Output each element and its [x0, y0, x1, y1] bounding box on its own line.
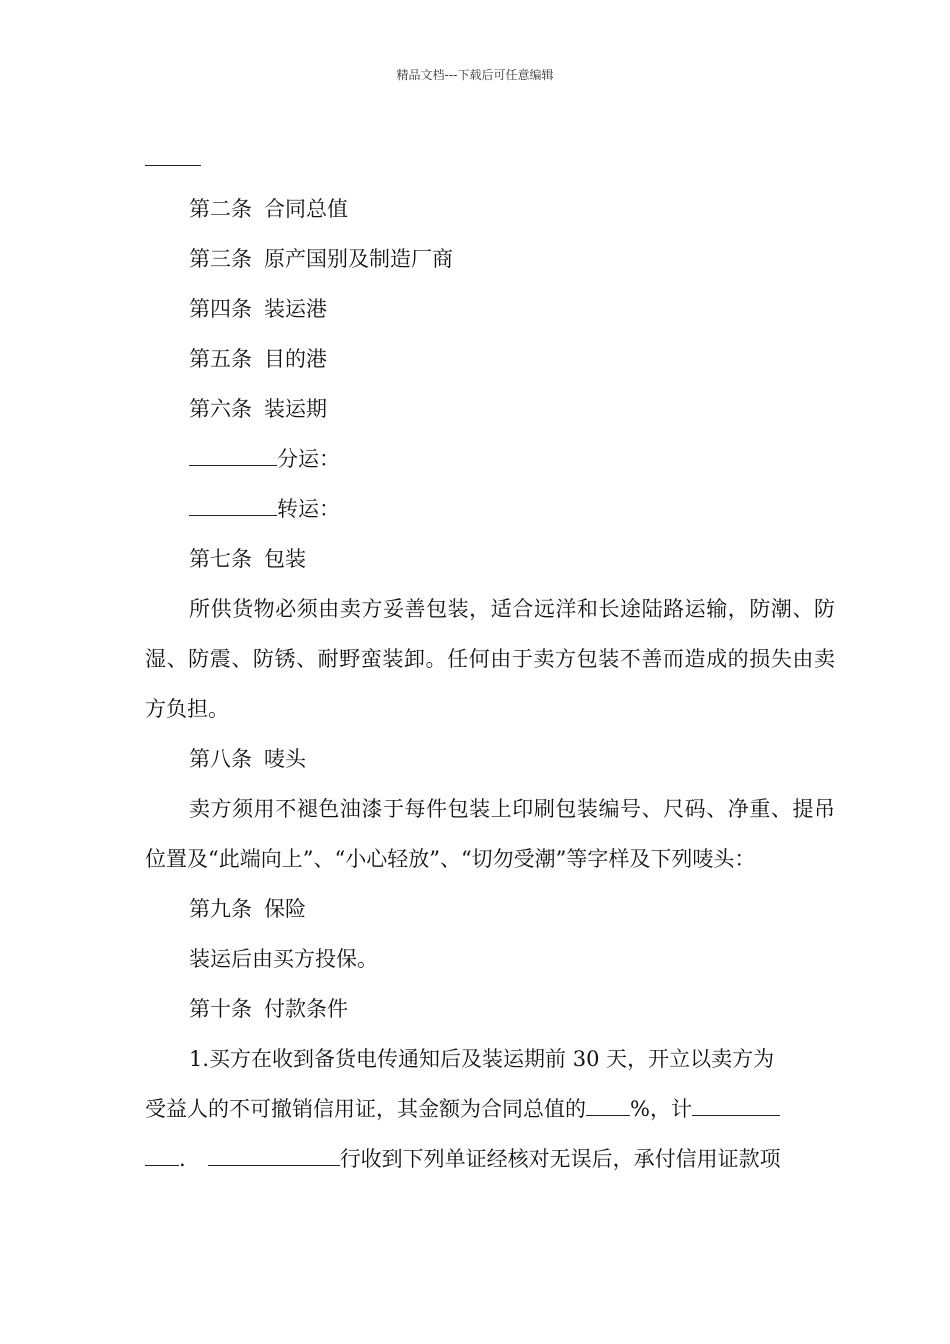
payment-text: %，计	[630, 1097, 692, 1121]
article-number: 第三条	[189, 247, 252, 271]
page-header: 精品文档---下载后可任意编辑	[396, 68, 554, 82]
article-title: 目的港	[264, 347, 327, 371]
payment-line-2	[145, 1084, 835, 1134]
article-title: 原产国别及制造厂商	[264, 247, 453, 271]
article-3	[145, 234, 835, 284]
article-title: 包装	[264, 547, 306, 571]
transshipment-label: 转运：	[277, 497, 340, 521]
article-7	[145, 534, 835, 584]
marks-paragraph: 卖方须用不褪色油漆于每件包装上印刷包装编号、尺码、净重、提吊位置及“此端向上”、“小心轻放”、“切勿受潮”等字样及下列唛头：	[145, 797, 835, 871]
insurance-paragraph: 装运后由买方投保。	[189, 947, 378, 971]
document-body	[145, 134, 835, 1184]
article-6	[145, 384, 835, 434]
blank-field[interactable]	[145, 139, 201, 166]
article-number: 第十条	[189, 997, 252, 1021]
article-title: 装运港	[264, 297, 327, 321]
transshipment-line	[145, 484, 835, 534]
article-number: 第六条	[189, 397, 252, 421]
article-number: 第二条	[189, 197, 252, 221]
article-title: 合同总值	[264, 197, 348, 221]
article-title: 唛头	[264, 747, 306, 771]
article-number: 第四条	[189, 297, 252, 321]
payment-line-3	[145, 1134, 835, 1184]
article-5	[145, 334, 835, 384]
partial-shipment-label: 分运：	[277, 447, 340, 471]
article-number: 第八条	[189, 747, 252, 771]
blank-field[interactable]	[189, 439, 277, 466]
leading-blank-line	[145, 134, 835, 184]
article-4	[145, 284, 835, 334]
partial-shipment-line	[145, 434, 835, 484]
payment-text: .	[179, 1147, 186, 1171]
blank-field[interactable]	[189, 489, 277, 516]
payment-text: 受益人的不可撤销信用证，其金额为合同总值的	[145, 1097, 586, 1121]
article-8	[145, 734, 835, 784]
article-number: 第五条	[189, 347, 252, 371]
packing-paragraph: 所供货物必须由卖方妥善包装，适合远洋和长途陆路运输，防潮、防湿、防震、防锈、耐野蛮装卸。任何由于卖方包装不善而造成的损失由卖方负担。	[145, 597, 835, 721]
amount-blank[interactable]	[692, 1089, 780, 1116]
payment-line-1: 1.买方在收到备货电传通知后及装运期前 30 天，开立以卖方为	[189, 1047, 775, 1071]
bank-blank[interactable]	[208, 1139, 340, 1166]
article-title: 装运期	[264, 397, 327, 421]
article-number: 第七条	[189, 547, 252, 571]
article-number: 第九条	[189, 897, 252, 921]
percent-blank[interactable]	[586, 1089, 630, 1116]
article-2	[145, 184, 835, 234]
article-10	[145, 984, 835, 1034]
amount-blank-continued[interactable]	[145, 1139, 179, 1166]
article-9	[145, 884, 835, 934]
payment-text: 行收到下列单证经核对无误后，承付信用证款项	[339, 1147, 781, 1171]
article-title: 保险	[264, 897, 306, 921]
article-title: 付款条件	[264, 997, 348, 1021]
